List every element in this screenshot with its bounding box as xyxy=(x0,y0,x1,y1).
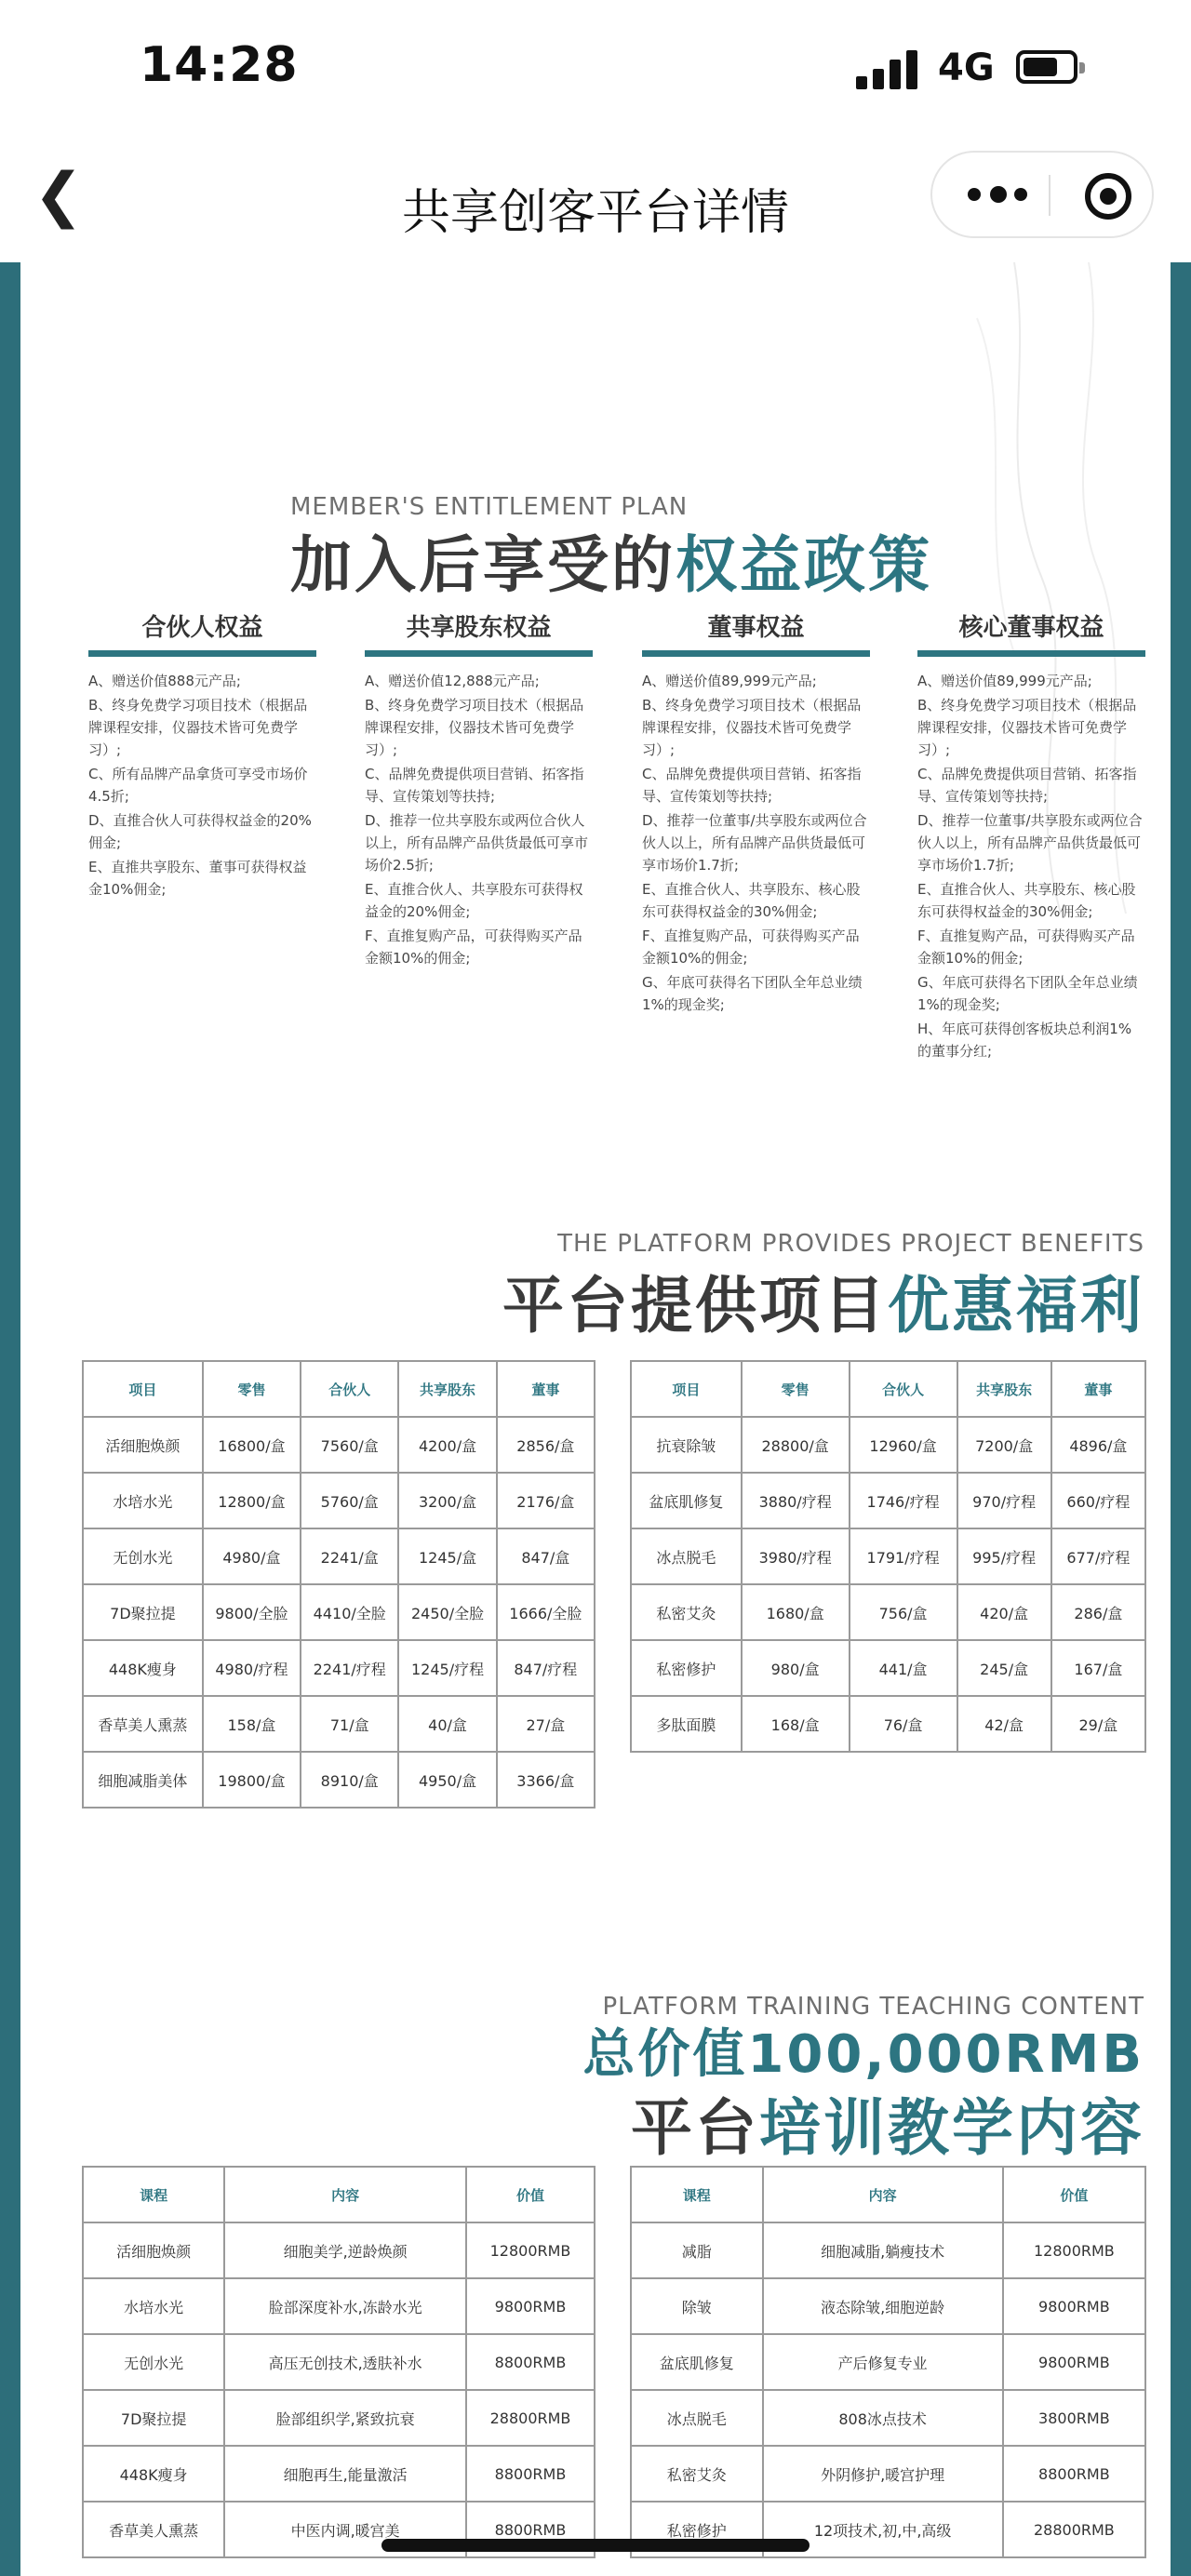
table-cell: 995/疗程 xyxy=(957,1528,1051,1584)
table-row xyxy=(631,1584,1145,1640)
navigation-bar xyxy=(0,140,1191,262)
rights-item: C、品牌免费提供项目营销、拓客指导、宣传策划等扶持; xyxy=(365,766,584,805)
table-cell: 4980/疗程 xyxy=(203,1640,301,1696)
table-cell: 水培水光 xyxy=(83,2278,224,2334)
table-cell: 1245/疗程 xyxy=(398,1640,496,1696)
table-header: 价值 xyxy=(1003,2167,1145,2222)
table-row xyxy=(83,1752,595,1808)
table-row xyxy=(83,2390,595,2446)
table-header: 内容 xyxy=(763,2167,1003,2222)
table-cell: 2241/盒 xyxy=(301,1528,398,1584)
table-cell: 8800RMB xyxy=(466,2334,595,2390)
table-header: 课程 xyxy=(83,2167,224,2222)
table-cell: 外阴修护,暖宫护理 xyxy=(763,2446,1003,2502)
rights-item: E、直推共享股东、董事可获得权益金10%佣金; xyxy=(88,859,307,898)
table-header: 项目 xyxy=(631,1361,742,1417)
table-cell: 158/盒 xyxy=(203,1696,301,1752)
table-row xyxy=(631,1640,1145,1696)
table-cell: 2856/盒 xyxy=(497,1417,595,1473)
table-cell: 1666/全脸 xyxy=(497,1584,595,1640)
table-cell: 847/盒 xyxy=(497,1528,595,1584)
rights-item: B、终身免费学习项目技术（根据品牌课程安排，仪器技术皆可免费学习）; xyxy=(365,697,584,758)
table-row xyxy=(631,1696,1145,1752)
table-cell: 3980/疗程 xyxy=(742,1528,850,1584)
table-cell: 441/盒 xyxy=(850,1640,957,1696)
table-cell: 多肽面膜 xyxy=(631,1696,742,1752)
table-cell: 808冰点技术 xyxy=(763,2390,1003,2446)
poster-border-right xyxy=(1171,262,1191,2576)
rights-item: D、直推合伙人可获得权益金的20%佣金; xyxy=(88,812,312,851)
table-cell: 水培水光 xyxy=(83,1473,203,1528)
section-heading-value: 总价值100,000RMB xyxy=(582,2024,1144,2085)
table-cell: 2176/盒 xyxy=(497,1473,595,1528)
table-header-row xyxy=(631,2167,1145,2222)
table-cell: 980/盒 xyxy=(742,1640,850,1696)
table-header-row xyxy=(83,1361,595,1417)
section-heading xyxy=(502,1256,1144,1344)
table-cell: 中医内调,暖宫美 xyxy=(224,2502,466,2557)
table-header: 共享股东 xyxy=(398,1361,496,1417)
table-cell: 9800RMB xyxy=(1003,2278,1145,2334)
table-cell: 167/盒 xyxy=(1051,1640,1145,1696)
table-cell: 5760/盒 xyxy=(301,1473,398,1528)
table-cell: 4980/盒 xyxy=(203,1528,301,1584)
rights-item: G、年底可获得名下团队全年总业绩1%的现金奖; xyxy=(917,974,1138,1013)
battery-icon xyxy=(1016,50,1077,84)
table-cell: 168/盒 xyxy=(742,1696,850,1752)
more-dots-icon[interactable] xyxy=(968,182,1033,207)
table-cell: 除皱 xyxy=(631,2278,763,2334)
table-cell: 7560/盒 xyxy=(301,1417,398,1473)
table-cell: 液态除皱,细胞逆龄 xyxy=(763,2278,1003,2334)
column-title: 合伙人权益 xyxy=(88,608,316,657)
table-cell: 香草美人熏蒸 xyxy=(83,2502,224,2557)
status-bar xyxy=(0,0,1191,140)
table-row xyxy=(83,1696,595,1752)
table-header: 内容 xyxy=(224,2167,466,2222)
table-header: 董事 xyxy=(1051,1361,1145,1417)
section-heading xyxy=(631,2078,1144,2167)
table-header-row xyxy=(83,2167,595,2222)
table-cell: 40/盒 xyxy=(398,1696,496,1752)
rights-item: B、终身免费学习项目技术（根据品牌课程安排，仪器技术皆可免费学习）; xyxy=(88,697,308,758)
rights-item: G、年底可获得名下团队全年总业绩1%的现金奖; xyxy=(642,974,863,1013)
rights-column-shareholder xyxy=(365,608,593,971)
table-row xyxy=(631,1528,1145,1584)
rights-column-core-director xyxy=(917,608,1145,1064)
table-row xyxy=(631,2334,1145,2390)
table-cell: 19800/盒 xyxy=(203,1752,301,1808)
table-cell: 细胞美学,逆龄焕颜 xyxy=(224,2222,466,2278)
benefits-table-left xyxy=(82,1360,596,1809)
table-header: 课程 xyxy=(631,2167,763,2222)
signal-icon xyxy=(856,48,921,89)
heading-highlight: 培训教学内容 xyxy=(759,2092,1144,2164)
table-row xyxy=(631,2446,1145,2502)
rights-item: E、直推合伙人、共享股东、核心股东可获得权益金的30%佣金; xyxy=(642,881,861,920)
section-heading xyxy=(290,515,932,604)
table-row xyxy=(631,1417,1145,1473)
table-cell: 286/盒 xyxy=(1051,1584,1145,1640)
chevron-left-icon[interactable]: ❮ xyxy=(33,161,84,230)
table-cell: 私密修护 xyxy=(631,1640,742,1696)
table-header: 零售 xyxy=(742,1361,850,1417)
table-row xyxy=(83,1584,595,1640)
table-cell: 2241/疗程 xyxy=(301,1640,398,1696)
table-cell: 3366/盒 xyxy=(497,1752,595,1808)
table-cell: 4896/盒 xyxy=(1051,1417,1145,1473)
table-cell: 756/盒 xyxy=(850,1584,957,1640)
table-header: 合伙人 xyxy=(850,1361,957,1417)
table-cell: 8800RMB xyxy=(1003,2446,1145,2502)
table-cell: 12项技术,初,中,高级 xyxy=(763,2502,1003,2557)
rights-item: A、赠送价值89,999元产品; xyxy=(917,673,1092,689)
capsule-divider xyxy=(1049,175,1050,216)
table-header: 共享股东 xyxy=(957,1361,1051,1417)
rights-column-partner xyxy=(88,608,316,902)
table-cell: 私密修护 xyxy=(631,2502,763,2557)
table-row xyxy=(83,2222,595,2278)
rights-item: B、终身免费学习项目技术（根据品牌课程安排，仪器技术皆可免费学习）; xyxy=(642,697,862,758)
rights-item: F、直推复购产品，可获得购买产品金额10%的佣金; xyxy=(917,928,1135,967)
table-cell: 27/盒 xyxy=(497,1696,595,1752)
table-header: 董事 xyxy=(497,1361,595,1417)
rights-item: A、赠送价值12,888元产品; xyxy=(365,673,540,689)
table-cell: 12800RMB xyxy=(1003,2222,1145,2278)
table-cell: 28800RMB xyxy=(466,2390,595,2446)
table-row xyxy=(631,1473,1145,1528)
table-cell: 4410/全脸 xyxy=(301,1584,398,1640)
table-cell: 4200/盒 xyxy=(398,1417,496,1473)
table-cell: 减脂 xyxy=(631,2222,763,2278)
rights-item: D、推荐一位董事/共享股东或两位合伙人以上，所有品牌产品供货最低可享市场价1.7折; xyxy=(642,812,867,874)
rights-item: F、直推复购产品，可获得购买产品金额10%的佣金; xyxy=(642,928,860,967)
table-cell: 1791/疗程 xyxy=(850,1528,957,1584)
table-cell: 7200/盒 xyxy=(957,1417,1051,1473)
rights-item: C、品牌免费提供项目营销、拓客指导、宣传策划等扶持; xyxy=(642,766,862,805)
table-row xyxy=(83,1473,595,1528)
poster-border-left xyxy=(0,262,20,2576)
table-cell: 245/盒 xyxy=(957,1640,1051,1696)
rights-item: H、年底可获得创客板块总利润1%的董事分红; xyxy=(917,1021,1132,1060)
table-cell: 细胞减脂,躺瘦技术 xyxy=(763,2222,1003,2278)
table-cell: 12800/盒 xyxy=(203,1473,301,1528)
table-row xyxy=(83,1640,595,1696)
table-row xyxy=(83,2446,595,2502)
table-row xyxy=(83,1417,595,1473)
table-cell: 7D聚拉提 xyxy=(83,2390,224,2446)
table-cell: 抗衰除皱 xyxy=(631,1417,742,1473)
rights-column-director xyxy=(642,608,870,1018)
table-cell: 无创水光 xyxy=(83,1528,203,1584)
table-cell: 盆底肌修复 xyxy=(631,2334,763,2390)
table-cell: 12960/盒 xyxy=(850,1417,957,1473)
section-subtitle-en: MEMBER'S ENTITLEMENT PLAN xyxy=(290,493,689,521)
table-cell: 1245/盒 xyxy=(398,1528,496,1584)
home-indicator[interactable] xyxy=(381,2539,810,2552)
table-row xyxy=(631,2278,1145,2334)
table-cell: 8800RMB xyxy=(466,2502,595,2557)
table-row xyxy=(83,1528,595,1584)
rights-item: A、赠送价值89,999元产品; xyxy=(642,673,817,689)
table-row xyxy=(631,2390,1145,2446)
table-cell: 16800/盒 xyxy=(203,1417,301,1473)
table-cell: 私密艾灸 xyxy=(631,1584,742,1640)
heading-highlight: 优惠福利 xyxy=(888,1270,1144,1341)
table-cell: 脸部深度补水,冻龄水光 xyxy=(224,2278,466,2334)
rights-item: B、终身免费学习项目技术（根据品牌课程安排，仪器技术皆可免费学习）; xyxy=(917,697,1137,758)
table-cell: 29/盒 xyxy=(1051,1696,1145,1752)
heading-highlight: 权益政策 xyxy=(676,529,932,601)
table-cell: 8800RMB xyxy=(466,2446,595,2502)
rights-item: E、直推合伙人、共享股东可获得权益金的20%佣金; xyxy=(365,881,583,920)
table-header-row xyxy=(631,1361,1145,1417)
table-row xyxy=(83,2334,595,2390)
table-cell: 活细胞焕颜 xyxy=(83,1417,203,1473)
table-cell: 448K瘦身 xyxy=(83,1640,203,1696)
table-cell: 冰点脱毛 xyxy=(631,2390,763,2446)
table-cell: 3880/疗程 xyxy=(742,1473,850,1528)
table-row xyxy=(631,2222,1145,2278)
rights-item: C、所有品牌产品拿货可享受市场价4.5折; xyxy=(88,766,308,805)
table-cell: 7D聚拉提 xyxy=(83,1584,203,1640)
table-cell: 3800RMB xyxy=(1003,2390,1145,2446)
table-cell: 970/疗程 xyxy=(957,1473,1051,1528)
table-cell: 448K瘦身 xyxy=(83,2446,224,2502)
table-cell: 4950/盒 xyxy=(398,1752,496,1808)
table-cell: 活细胞焕颜 xyxy=(83,2222,224,2278)
table-cell: 冰点脱毛 xyxy=(631,1528,742,1584)
table-cell: 脸部组织学,紧致抗衰 xyxy=(224,2390,466,2446)
heading-plain: 加入后享受的 xyxy=(290,529,676,601)
table-cell: 私密艾灸 xyxy=(631,2446,763,2502)
network-type: 4G xyxy=(938,47,995,89)
table-cell: 28800RMB xyxy=(1003,2502,1145,2557)
table-cell: 420/盒 xyxy=(957,1584,1051,1640)
poster-image xyxy=(0,262,1191,2576)
page-title: 共享创客平台详情 xyxy=(401,185,789,241)
rights-item: E、直推合伙人、共享股东、核心股东可获得权益金的30%佣金; xyxy=(917,881,1136,920)
table-cell: 660/疗程 xyxy=(1051,1473,1145,1528)
table-cell: 1680/盒 xyxy=(742,1584,850,1640)
table-cell: 847/疗程 xyxy=(497,1640,595,1696)
table-cell: 1746/疗程 xyxy=(850,1473,957,1528)
table-header: 合伙人 xyxy=(301,1361,398,1417)
table-cell: 76/盒 xyxy=(850,1696,957,1752)
table-cell: 盆底肌修复 xyxy=(631,1473,742,1528)
column-title: 共享股东权益 xyxy=(365,608,593,657)
section-subtitle-en: THE PLATFORM PROVIDES PROJECT BENEFITS xyxy=(557,1230,1144,1258)
table-cell: 香草美人熏蒸 xyxy=(83,1696,203,1752)
rights-item: D、推荐一位董事/共享股东或两位合伙人以上，所有品牌产品供货最低可享市场价1.7折; xyxy=(917,812,1143,874)
section-subtitle-en: PLATFORM TRAINING TEACHING CONTENT xyxy=(602,1993,1144,2021)
rights-item: D、推荐一位共享股东或两位合伙人以上，所有品牌产品供货最低可享市场价2.5折; xyxy=(365,812,589,874)
table-header: 零售 xyxy=(203,1361,301,1417)
target-icon[interactable] xyxy=(1085,173,1131,220)
heading-plain: 平台 xyxy=(631,2092,759,2164)
table-cell: 677/疗程 xyxy=(1051,1528,1145,1584)
table-header: 价值 xyxy=(466,2167,595,2222)
table-cell: 高压无创技术,透肤补水 xyxy=(224,2334,466,2390)
heading-plain: 平台提供项目 xyxy=(502,1270,888,1341)
status-time: 14:28 xyxy=(140,37,299,93)
column-title: 核心董事权益 xyxy=(917,608,1145,657)
rights-item: F、直推复购产品，可获得购买产品金额10%的佣金; xyxy=(365,928,582,967)
table-cell: 细胞减脂美体 xyxy=(83,1752,203,1808)
table-cell: 71/盒 xyxy=(301,1696,398,1752)
mini-program-capsule xyxy=(930,151,1154,238)
table-cell: 无创水光 xyxy=(83,2334,224,2390)
table-cell: 12800RMB xyxy=(466,2222,595,2278)
column-title: 董事权益 xyxy=(642,608,870,657)
training-table-left xyxy=(82,2166,596,2558)
table-cell: 28800/盒 xyxy=(742,1417,850,1473)
table-cell: 8910/盒 xyxy=(301,1752,398,1808)
benefits-table-right xyxy=(630,1360,1146,1753)
table-cell: 42/盒 xyxy=(957,1696,1051,1752)
table-row xyxy=(83,2278,595,2334)
table-cell: 2450/全脸 xyxy=(398,1584,496,1640)
table-cell: 3200/盒 xyxy=(398,1473,496,1528)
table-cell: 细胞再生,能量激活 xyxy=(224,2446,466,2502)
table-cell: 产后修复专业 xyxy=(763,2334,1003,2390)
rights-item: C、品牌免费提供项目营销、拓客指导、宣传策划等扶持; xyxy=(917,766,1137,805)
table-cell: 9800/全脸 xyxy=(203,1584,301,1640)
table-cell: 9800RMB xyxy=(1003,2334,1145,2390)
training-table-right xyxy=(630,2166,1146,2558)
table-header: 项目 xyxy=(83,1361,203,1417)
rights-item: A、赠送价值888元产品; xyxy=(88,673,241,689)
table-cell: 9800RMB xyxy=(466,2278,595,2334)
